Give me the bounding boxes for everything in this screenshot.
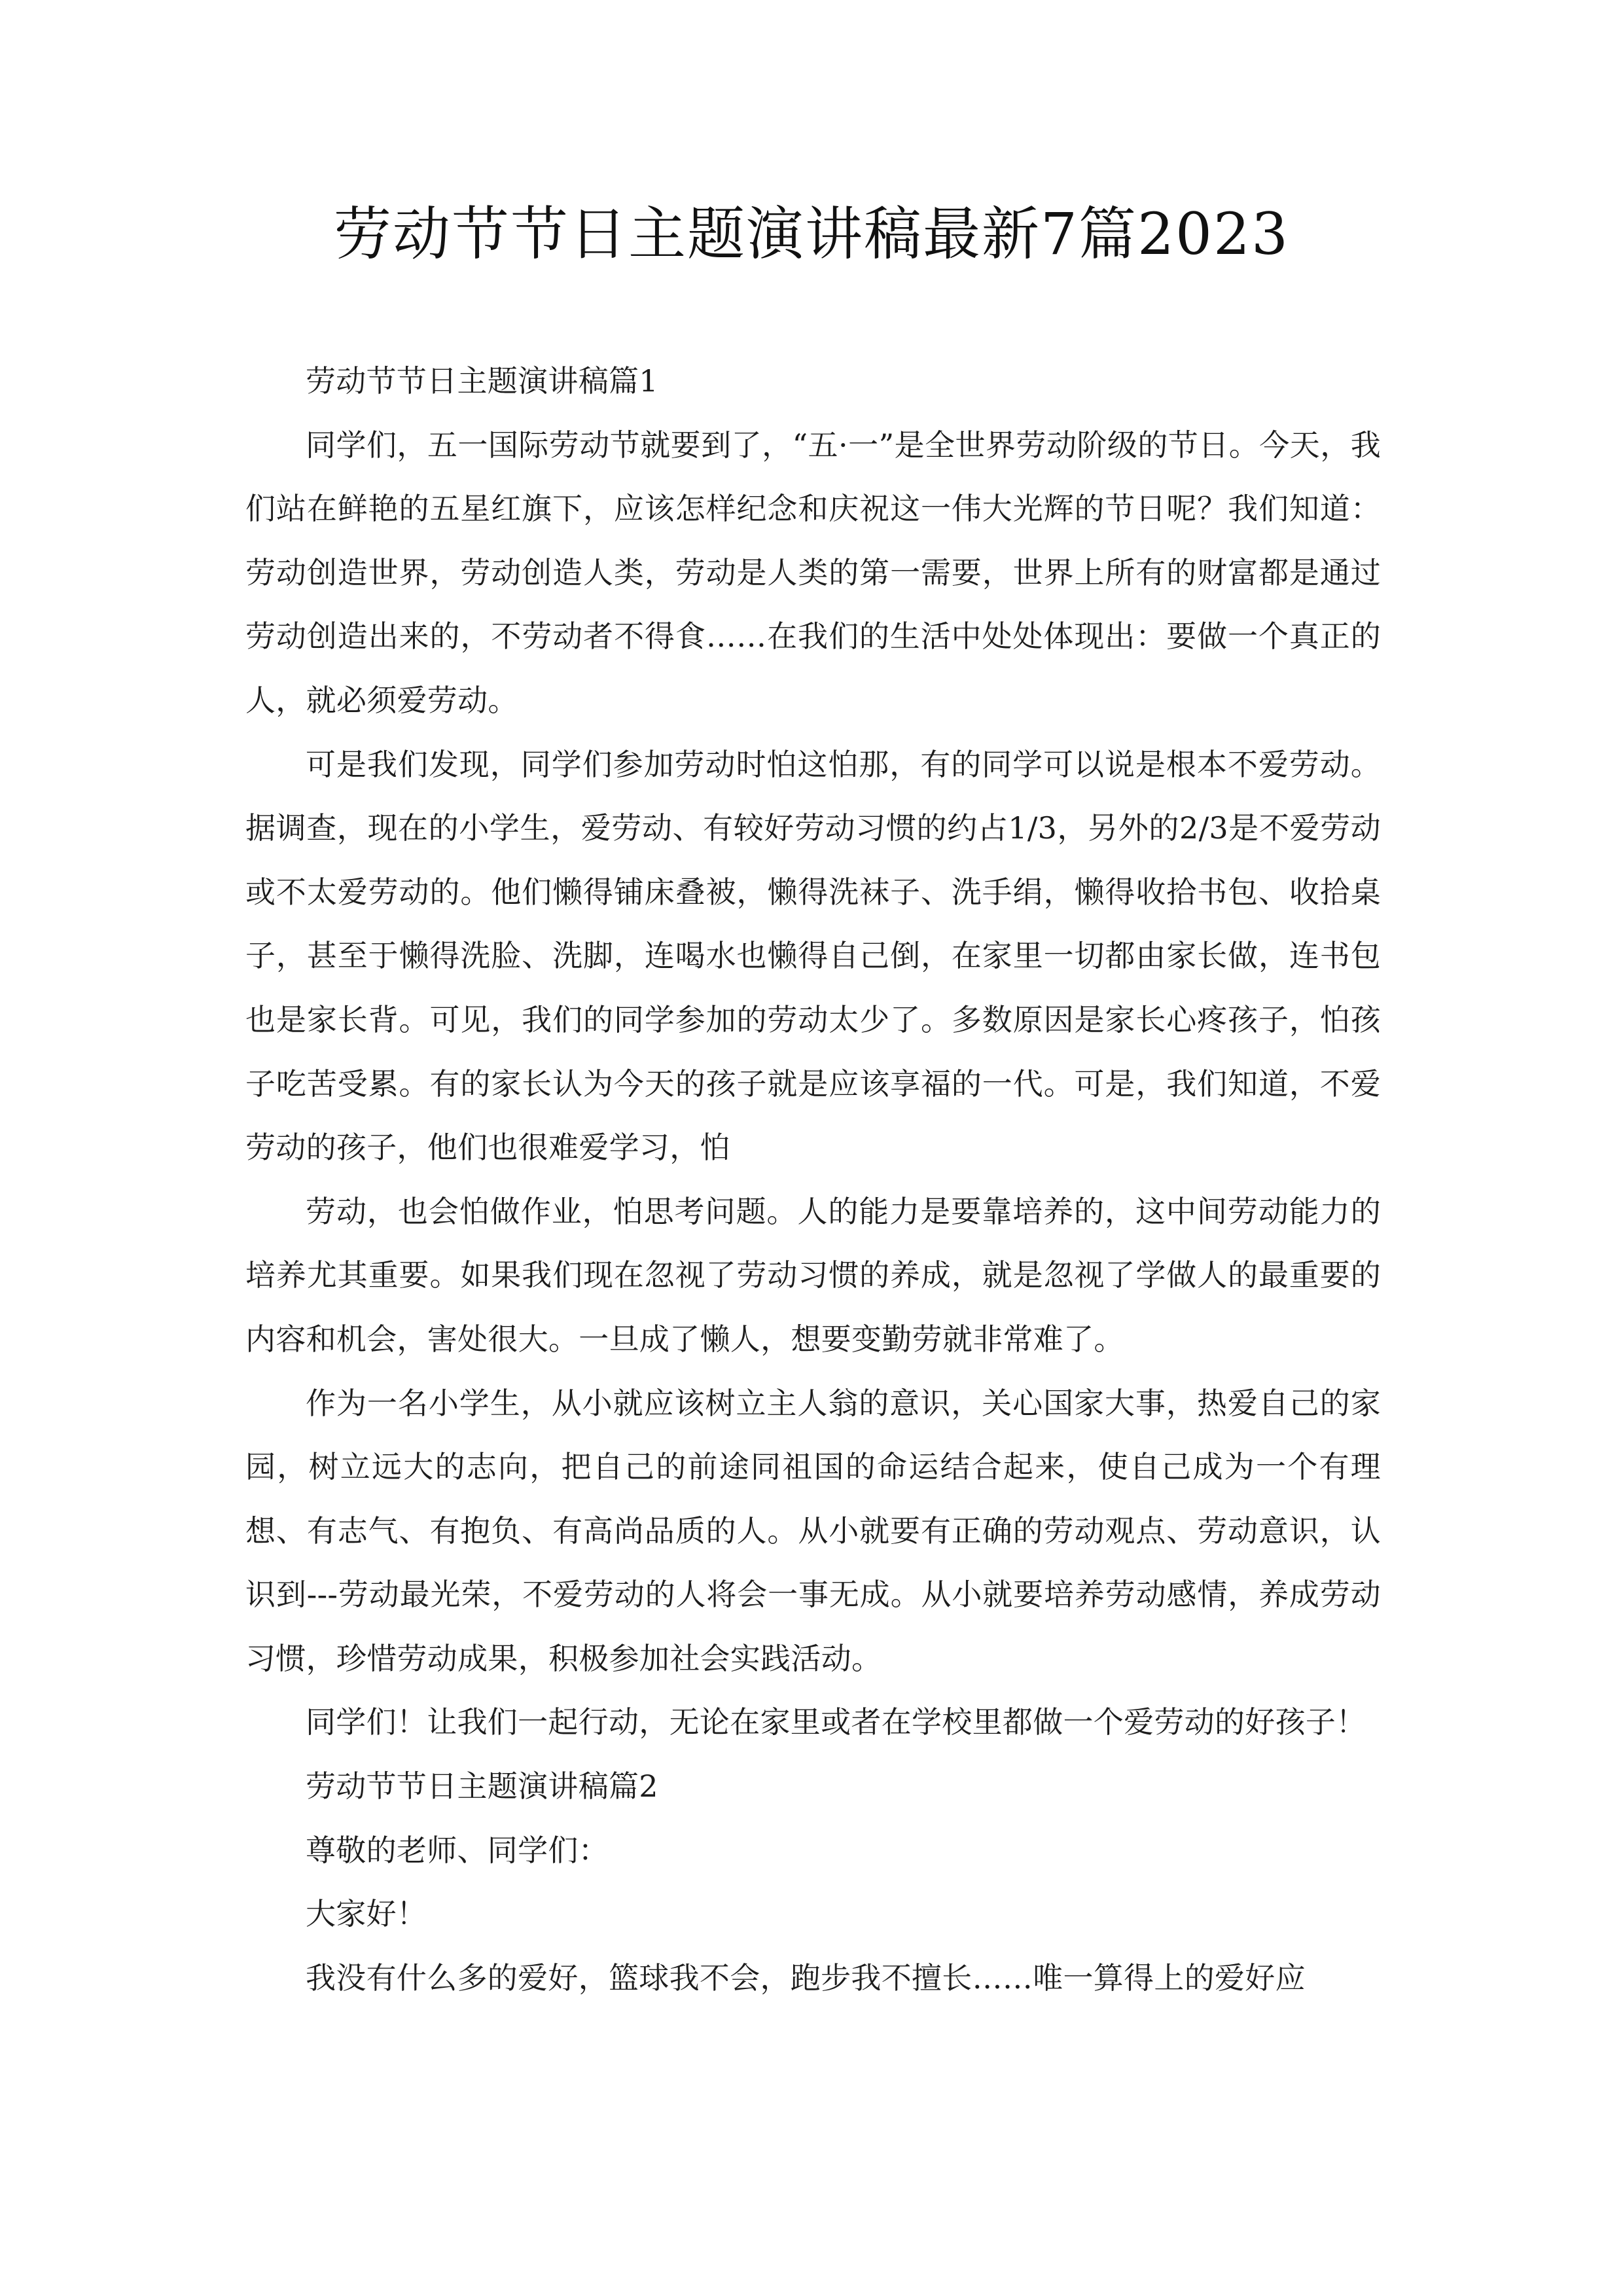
section-heading-1: 劳动节节日主题演讲稿篇1 <box>306 363 658 399</box>
paragraph: 作为一名小学生，从小就应该树立主人翁的意识，关心国家大事，热爱自己的家园，树立远大的志向，把自己的前途同祖国的命运结合起来，使自己成为一个有理想、有志气、有抱负、有高尚品质的人。从小就要有正确的劳动观点、劳动意识，认识到---劳动最光荣，不爱劳动的人将会一事无成。从小就要培养劳动感情，养成劳动习惯，珍惜劳动成果，积极参加社会实践活动。 <box>245 1385 1381 1676</box>
paragraph: 劳动，也会怕做作业，怕思考问题。人的能力是要靠培养的，这中间劳动能力的培养尤其重要。如果我们现在忽视了劳动习惯的养成，就是忽视了学做人的最重要的内容和机会，害处很大。一旦成了懒人，想要变勤劳就非常难了。 <box>245 1193 1381 1357</box>
document-body <box>245 350 1381 2010</box>
paragraph: 同学们，五一国际劳动节就要到了，“五·一”是全世界劳动阶级的节日。今天，我们站在鲜艳的五星红旗下，应该怎样纪念和庆祝这一伟大光辉的节日呢？我们知道：劳动创造世界，劳动创造人类，劳动是人类的第一需要，世界上所有的财富都是通过劳动创造出来的，不劳动者不得食……在我们的生活中处处体现出：要做一个真正的人，就必须爱劳动。 <box>245 427 1381 718</box>
greeting: 大家好！ <box>306 1896 427 1932</box>
paragraph: 同学们！让我们一起行动，无论在家里或者在学校里都做一个爱劳动的好孩子！ <box>306 1704 1366 1740</box>
salutation: 尊敬的老师、同学们： <box>306 1832 609 1868</box>
paragraph: 我没有什么多的爱好，篮球我不会，跑步我不擅长……唯一算得上的爱好应 <box>306 1960 1306 1996</box>
document-title: 劳动节节日主题演讲稿最新7篇2023 <box>334 200 1289 268</box>
paragraph: 可是我们发现，同学们参加劳动时怕这怕那，有的同学可以说是根本不爱劳动。据调查，现在的小学生，爱劳动、有较好劳动习惯的约占1/3，另外的2/3是不爱劳动或不太爱劳动的。他们懒得铺床叠被，懒得洗袜子、洗手绢，懒得收拾书包、收拾桌子，甚至于懒得洗脸、洗脚，连喝水也懒得自己倒，在家里一切都由家长做，连书包也是家长背。可见，我们的同学参加的劳动太少了。多数原因是家长心疼孩子，怕孩子吃苦受累。有的家长认为今天的孩子就是应该享福的一代。可是，我们知道，不爱劳动的孩子，他们也很难爱学习，怕 <box>245 746 1381 1166</box>
section-heading-2: 劳动节节日主题演讲稿篇2 <box>306 1768 658 1804</box>
